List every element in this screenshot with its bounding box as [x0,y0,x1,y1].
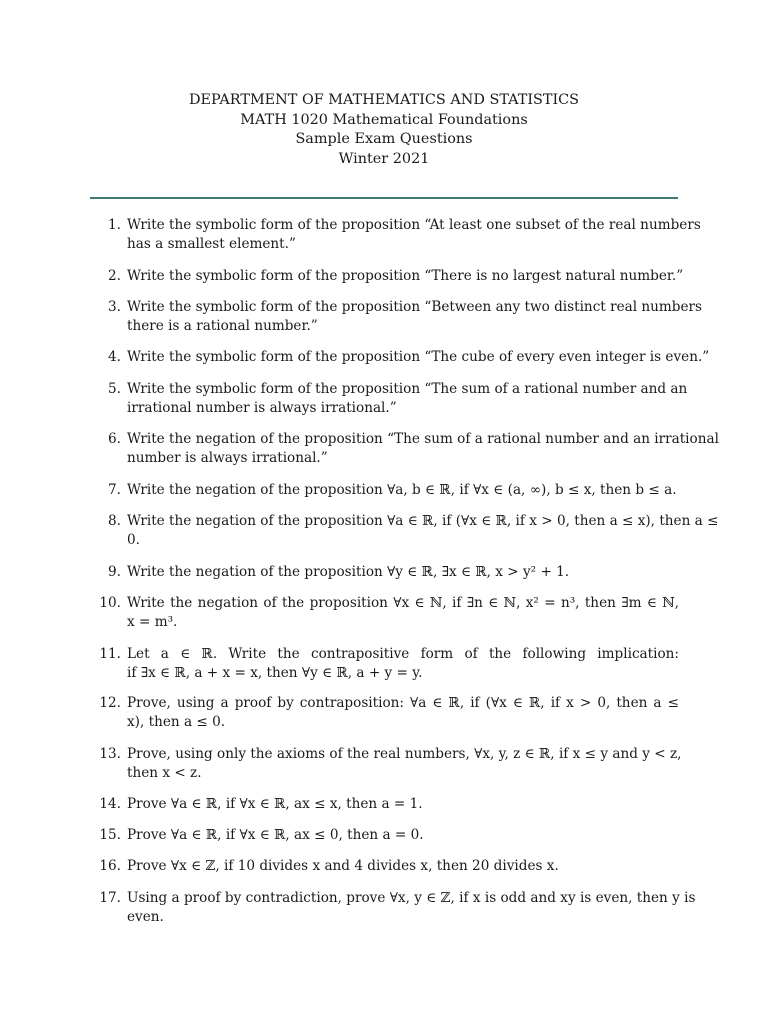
question-line: Let a ∈ ℝ. Write the contrapositive form of the following implication: [127,646,679,662]
question-line: 0. [127,532,140,548]
question-line: has a smallest element.” [127,236,296,252]
question-number: 14. [99,796,121,812]
question-number: 5. [108,381,121,397]
question-text [127,795,679,814]
question-number: 11. [99,646,121,662]
question-line: Prove ∀a ∈ ℝ, if ∀x ∈ ℝ, ax ≤ x, then a = 1. [127,796,423,812]
term-label: Winter 2021 [338,150,430,167]
question-line: Prove ∀x ∈ ℤ, if 10 divides x and 4 divides x, then 20 divides x. [127,858,559,874]
question-line: Write the symbolic form of the proposition “The sum of a rational number and an [127,381,688,397]
question-line: Using a proof by contradiction, prove ∀x, y ∈ ℤ, if x is odd and xy is even, then y is [127,890,696,906]
question-number: 15. [99,827,121,843]
question-text [127,430,719,468]
question-line: number is always irrational.” [127,450,328,466]
question-text [127,512,719,550]
question-text [127,380,688,418]
course-title: MATH 1020 Mathematical Foundations [240,111,528,128]
question-line: Write the negation of the proposition “The sum of a rational number and an irrational [127,431,719,447]
question-line: Write the symbolic form of the proposition “Between any two distinct real numbers [127,299,703,315]
question-text [127,267,684,286]
question-number: 12. [99,695,121,711]
question-number: 10. [99,595,121,611]
question-line: Write the symbolic form of the proposition “At least one subset of the real numbers [127,217,701,233]
question-number: 7. [108,482,121,498]
question-number: 17. [99,890,121,906]
question-text [127,745,682,783]
question-text [127,481,679,500]
question-text [127,594,679,632]
question-line: Write the negation of the proposition ∀a ∈ ℝ, if (∀x ∈ ℝ, if x > 0, then a ≤ x), then a ≤ [127,513,719,529]
question-text [127,889,696,927]
question-number: 9. [108,564,121,580]
question-line: Write the symbolic form of the proposition “The cube of every even integer is even.” [127,349,710,365]
question-line: there is a rational number.” [127,318,318,334]
question-text [127,645,679,683]
question-text [127,563,679,582]
question-line: Write the negation of the proposition ∀x ∈ ℕ, if ∃n ∈ ℕ, x² = n³, then ∃m ∈ ℕ, [127,595,679,611]
question-line: Prove, using only the axioms of the real numbers, ∀x, y, z ∈ ℝ, if x ≤ y and y < z, [127,746,682,762]
question-number: 4. [108,349,121,365]
department-heading: DEPARTMENT OF MATHEMATICS AND STATISTICS [188,92,580,108]
question-number: 3. [108,299,121,315]
question-text [127,348,710,367]
question-number: 1. [108,217,121,233]
question-line: x), then a ≤ 0. [127,714,226,730]
question-line: if ∃x ∈ ℝ, a + x = x, then ∀y ∈ ℝ, a + y = y. [127,665,423,681]
document-title: Sample Exam Questions [295,131,473,147]
question-line: Write the negation of the proposition ∀a, b ∈ ℝ, if ∀x ∈ (a, ∞), b ≤ x, then b ≤ a. [127,482,677,498]
question-line: x = m³. [127,614,178,630]
question-number: 13. [99,746,121,762]
question-text [127,857,679,876]
question-line: Prove ∀a ∈ ℝ, if ∀x ∈ ℝ, ax ≤ 0, then a = 0. [127,827,424,843]
question-line: then x < z. [127,765,202,781]
question-line: Prove, using a proof by contraposition: ∀a ∈ ℝ, if (∀x ∈ ℝ, if x > 0, then a ≤ [127,695,679,711]
question-number: 16. [99,858,121,874]
question-text [127,216,701,254]
question-line: Write the negation of the proposition ∀y ∈ ℝ, ∃x ∈ ℝ, x > y² + 1. [127,564,570,580]
question-text [127,298,703,336]
question-number: 8. [108,513,121,529]
question-line: even. [127,909,164,925]
question-number: 6. [108,431,121,447]
question-line: Write the symbolic form of the proposition “There is no largest natural number.” [127,268,684,284]
question-number: 2. [108,268,121,284]
question-line: irrational number is always irrational.” [127,400,397,416]
question-text [127,826,679,845]
question-text [127,694,679,732]
